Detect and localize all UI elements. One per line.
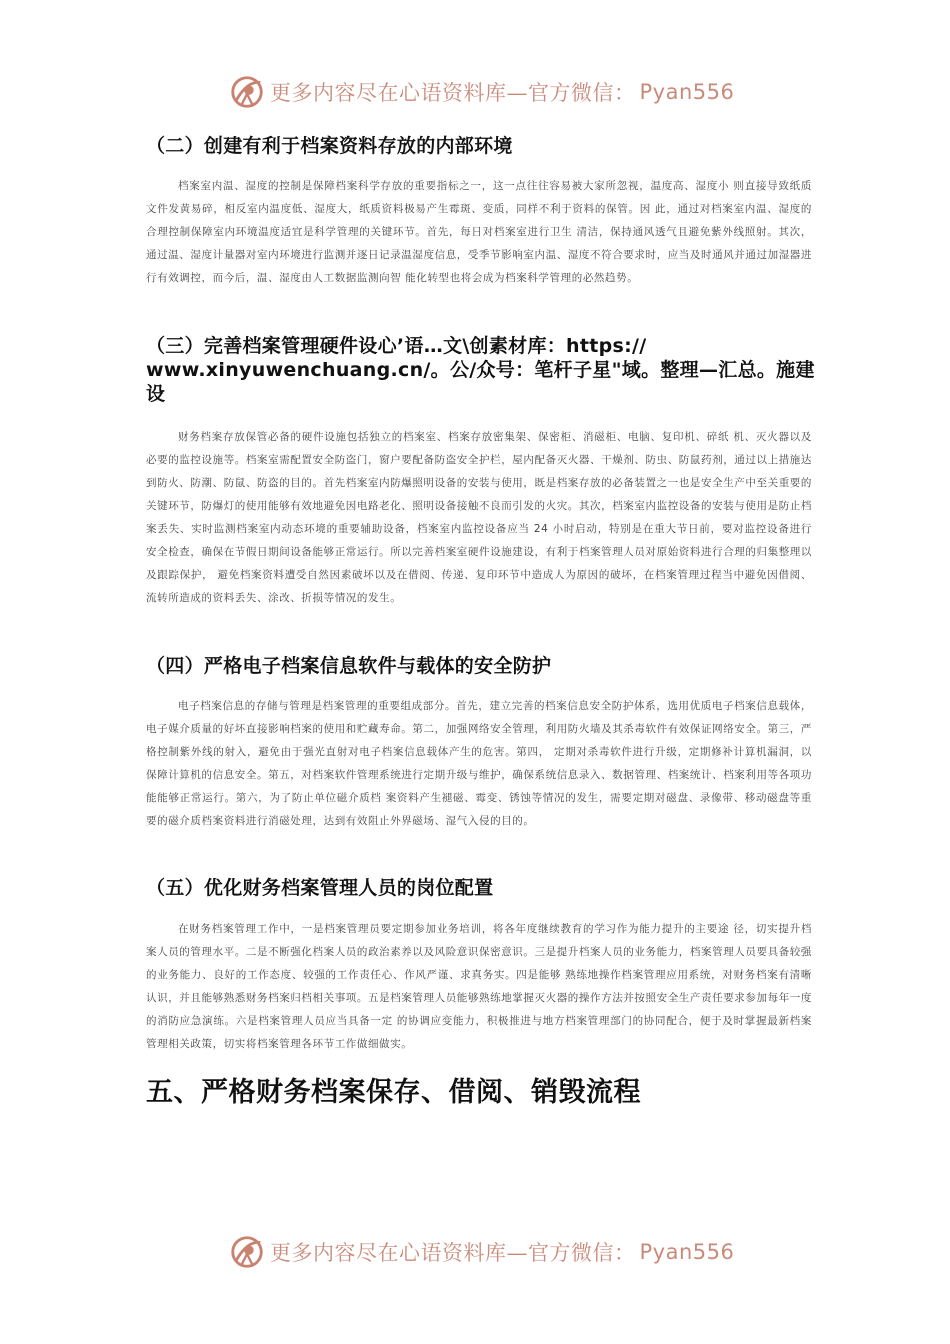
footer-banner <box>228 1232 735 1272</box>
section-heading-2: （二）创建有利于档案资料存放的内部环境 <box>146 135 513 157</box>
section-body-4: 电子档案信息的存储与管理是档案管理的重要组成部分。首先，建立完善的档案信息安全防护体系，选用优质电子档案信息载体，电子媒介质量的好坏直接影响档案的使用和贮藏寿命。第二，加强网络安全管理，利用防火墙及其杀毒软件有效保证网络安全。第三，严格控制紫外线的射入，避免由于强光直射对电子档案信息载体产生的危害。第四， 定期对杀毒软件进行升级，定期修补计算机漏洞，以保障计算机的信息安全。第五，对档案软件管理系统进行定期升级与维护，确保系统信息录入、数据管理、档案统计、档案利用等各项功能能够正常运行。第六，为了防止单位磁介质档 案资料产生褪磁、霉变、锈蚀等情况的发生，需要定期对磁盘、录像带、移动磁盘等重要的磁介质档案资料进行消磁处理，达到有效阻止外界磁场、湿气入侵的目的。 <box>146 700 812 827</box>
header-banner <box>228 72 735 112</box>
logo-icon <box>228 1233 266 1271</box>
section-body-2: 档案室内温、湿度的控制是保障档案科学存放的重要指标之一，这一点往往容易被大家所忽视，温度高、湿度小 则直接导致纸质文件发黄易碎，相反室内温度低、湿度大，纸质资料极易产生霉斑、变质，同样不利于资料的保管。因 此，通过对档案室内温、湿度的合理控制保障室内环境温度适宜是科学管理的关键环节。首先，每日对档案室进行卫生 清洁，保持通风透气且避免紫外线照射。其次，通过温、湿度计量器对室内环境进行监测并逐日记录温湿度信息，受季节影响室内温、湿度不符合要求时，应当及时通风并通过加湿器进行有效调控，而今后，温、湿度由人工数据监测向智 能化转型也将会成为档案科学管理的必然趋势。 <box>146 180 812 284</box>
section-body-5: 在财务档案管理工作中，一是档案管理员要定期参加业务培训，将各年度继续教育的学习作为能力提升的主要途 径，切实提升档案人员的管理水平。二是不断强化档案人员的政治素养以及风险意识保密意识。三是提升档案人员的业务能力，档案管理人员要具备较强的业务能力、良好的工作态度、较强的工作责任心、作风严谨、求真务实。四是能够 熟练地操作档案管理应用系统，对财务档案有清晰认识，并且能够熟悉财务档案归档相关事项。五是档案管理人员能够熟练地掌握灭火器的操作方法并按照安全生产责任要求参加每年一度的消防应急演练。六是档案管理人员应当具备一定 的协调应变能力，积极推进与地方档案管理部门的协同配合，便于及时掌握最新档案管理相关政策，切实将档案管理各环节工作做细做实。 <box>146 923 812 1050</box>
section-heading-4: （四）严格电子档案信息软件与载体的安全防护 <box>146 655 552 677</box>
section-body-3: 财务档案存放保管必备的硬件设施包括独立的档案室、档案存放密集架、保密柜、消磁柜、电脑、复印机、碎纸 机、灭火器以及必要的监控设施等。档案室需配置安全防盗门，窗户要配备防盗安全护栏，屋内配备灭火器、干燥剂、防虫、防鼠药剂，通过以上措施达到防火、防潮、防鼠、防盗的目的。首先档案室内防爆照明设备的安装与使用，既是档案存放的必备装置之一也是安全生产中至关重要的关键环节，防爆灯的使用能够有效地避免因电路老化、照明设备接触不良而引发的火灾。其次，档案室内监控设备的安装与使用是防止档案丢失、实时监测档案室内动态环境的重要辅助设备，档案室内监控设备应当 24 小时启动，特别是在重大节日前，要对监控设备进行安全检查，确保在节假日期间设备能够正常运行。所以完善档案室硬件设施建设，有利于档案管理人员对原始资料进行合理的归集整理以及跟踪保护， 避免档案资料遭受自然因素破坏以及在借阅、传递、复印环节中造成人为原因的破坏，在档案管理过程当中避免因借阅、流转所造成的资料丢失、涂改、折损等情况的发生。 <box>146 431 812 604</box>
banner-text: 更多内容尽在心语资料库—官方微信： <box>270 81 636 105</box>
section-heading-5: （五）优化财务档案管理人员的岗位配置 <box>146 877 494 899</box>
section-heading-3: （三）完善档案管理硬件设心’语…文\创素材库：https:// www.xinyuwenchuang.cn/。公/众号：笔杆子星"域。整理—汇总。施建设 <box>146 335 815 405</box>
banner-text: 更多内容尽在心语资料库—官方微信： <box>270 1241 636 1265</box>
banner-wechat-id: Pyan556 <box>639 80 735 104</box>
main-heading: 五、严格财务档案保存、借阅、销毁流程 <box>146 1077 641 1108</box>
logo-icon <box>228 73 266 111</box>
banner-wechat-id: Pyan556 <box>639 1240 735 1264</box>
